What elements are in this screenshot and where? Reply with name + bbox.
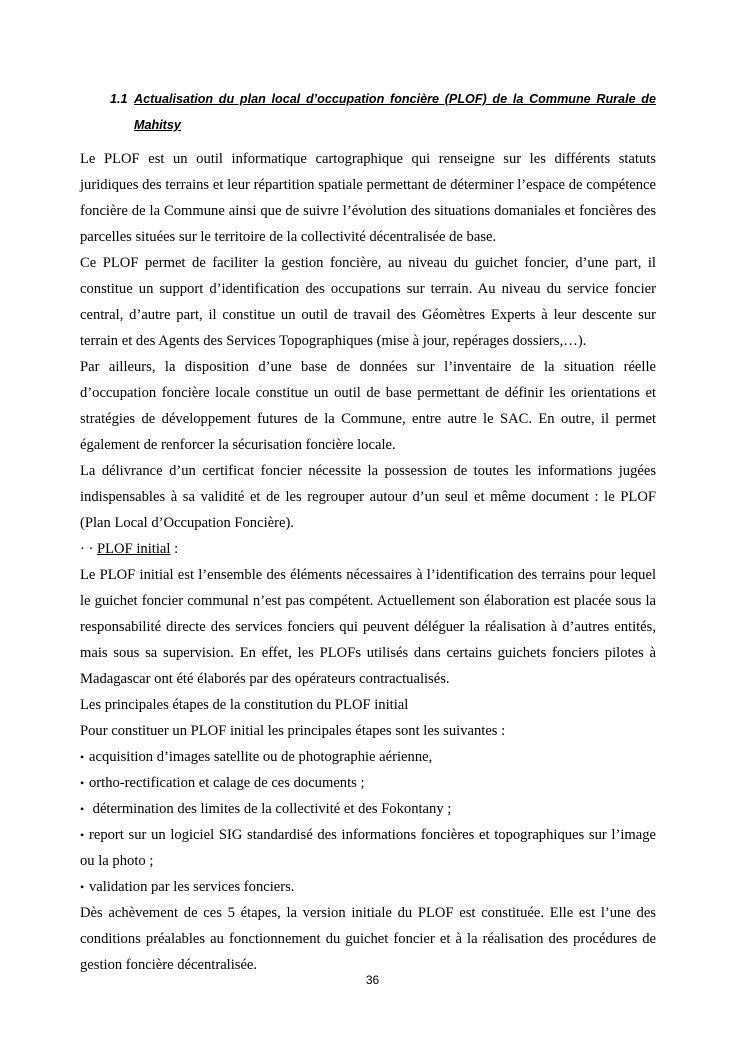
page-number: 36	[365, 973, 380, 987]
list-item	[80, 796, 656, 822]
paragraph-plof-usage: Ce PLOF permet de faciliter la gestion foncière, au niveau du guichet foncier, d’une part, il constitue un support d’identification des occupations sur terrain. Au niveau du service foncier central, d’autre part, il constitue un outil de travail des Géomètres Experts à leur descente sur terrain et des Agents des Services Topographiques (mise à jour, repérages dossiers,…).	[80, 255, 656, 349]
bullet-icon: •	[80, 828, 85, 842]
document-page	[80, 86, 656, 978]
paragraph-steps-intro: Pour constituer un PLOF initial les principales étapes sont les suivantes :	[80, 723, 506, 739]
subheading-suffix: :	[170, 541, 179, 557]
list-item-text: acquisition d’images satellite ou de photographie aérienne,	[89, 749, 433, 765]
list-item	[80, 874, 656, 900]
paragraph-plof-definition: Le PLOF est un outil informatique cartographique qui renseigne sur les différents statuts juridiques des terrains et leur répartition spatiale permettant de déterminer l’espace de compétence foncière de la Commune ainsi que de suivre l’évolution des situations domaniales et foncières des parcelles situées sur le territoire de la collectivité décentralisée de base.	[80, 151, 656, 245]
bullet-icon: •	[80, 776, 85, 790]
list-item-text: validation par les services fonciers.	[89, 879, 295, 895]
section-heading	[80, 86, 656, 138]
list-item-text: ortho-rectification et calage de ces documents ;	[89, 775, 365, 791]
paragraph-plof-initial: Le PLOF initial est l’ensemble des éléments nécessaires à l’identification des terrains pour lequel le guichet foncier communal n’est pas compétent. Actuellement son élaboration est placée sous la responsabilité directe des services fonciers qui peuvent déléguer la réalisation à d’autres entités, mais sous sa supervision. En effet, les PLOFs utilisés dans certains guichets fonciers pilotes à Madagascar ont été élaborés par des opérateurs contractualisés.	[80, 567, 656, 687]
subheading-title: PLOF initial	[97, 541, 171, 557]
bullet-icon: •	[80, 880, 85, 894]
body-text	[80, 146, 656, 978]
paragraph-certificate: La délivrance d’un certificat foncier nécessite la possession de toutes les informations jugées indispensables à sa validité et de les regrouper autour d’un seul et même document : le PLOF (Plan Local d’Occupation Foncière).	[80, 463, 656, 531]
paragraph-database: Par ailleurs, la disposition d’une base de données sur l’inventaire de la situation réelle d’occupation foncière locale constitue un outil de base permettant de définir les orientations et stratégies de développement futures de la Commune, entre autre le SAC. En outre, il permet également de renforcer la sécurisation foncière locale.	[80, 359, 656, 453]
list-item-text: détermination des limites de la collectivité et des Fokontany ;	[89, 801, 452, 817]
list-item-text: report sur un logiciel SIG standardisé des informations foncières et topographiques sur l’image ou la photo ;	[80, 827, 656, 869]
list-item	[80, 770, 656, 796]
bullet-icon: •	[80, 802, 85, 816]
section-title: Actualisation du plan local d’occupation foncière (PLOF) de la Commune Rurale de Mahitsy	[134, 92, 656, 132]
section-number: 1.1	[110, 92, 128, 106]
paragraph-conclusion: Dès achèvement de ces 5 étapes, la version initiale du PLOF est constituée. Elle est l’une des conditions préalables au fonctionnement du guichet foncier et à la réalisation des procédures de gestion foncière décentralisée.	[80, 905, 656, 973]
list-item	[80, 822, 656, 874]
subheading-prefix: · ·	[80, 541, 94, 557]
paragraph-steps-title: Les principales étapes de la constitution du PLOF initial	[80, 697, 409, 713]
subheading-plof-initial	[80, 536, 656, 562]
list-item	[80, 744, 656, 770]
bullet-icon: •	[80, 750, 85, 764]
